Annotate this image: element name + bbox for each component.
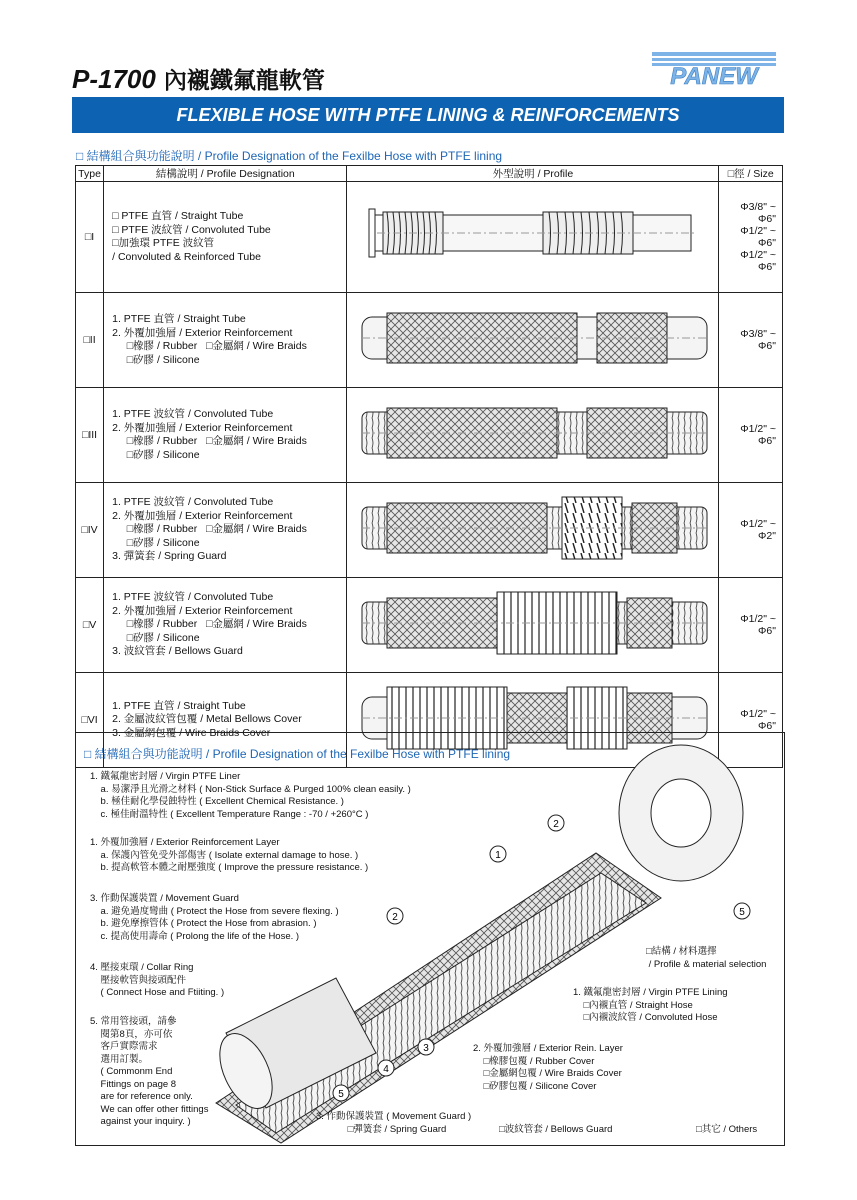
size-cell [719, 293, 783, 388]
note-movement-guard: 3. 作動保護裝置 / Movement Guard a. 避免過度彎曲 ( Protect the Hose from severe flexing. ) b. 避免摩擦管体 ( Protect the Hose from abrasion. ) c. 提高使用壽命 ( Prolong the life of the Hose. ) [90, 893, 339, 942]
designation-cell [104, 483, 347, 578]
title-banner: FLEXIBLE HOSE WITH PTFE LINING & REINFORCEMENTS [72, 97, 784, 133]
table-row [76, 388, 783, 483]
designation-line: / Convoluted & Reinforced Tube [112, 250, 261, 263]
table-header-row [76, 166, 783, 182]
designation-line: 3. 彈簧套 / Spring Guard [112, 550, 227, 563]
svg-text:2: 2 [553, 819, 559, 830]
designation-line: □橡膠 / Rubber □金屬網 / Wire Braids [112, 435, 307, 447]
designation-line: □矽膠 / Silicone [112, 631, 200, 644]
col-size: □徑 / Size [719, 166, 783, 182]
structure-detail-panel [75, 732, 785, 1146]
section-title-structure: □ 結構組合與功能說明 / Profile Designation of the Fexilbe Hose with PTFE lining [84, 747, 511, 761]
designation-line: 2. 金屬波紋管包覆 / Metal Bellows Cover [112, 713, 302, 726]
designation-line: □ PTFE 波紋管 / Convoluted Tube [112, 223, 271, 236]
profile-drawing-cell [347, 578, 719, 673]
callout-2b [387, 908, 403, 924]
designation-line: 1. PTFE 直管 / Straight Tube [112, 313, 246, 325]
designation-line: □橡膠 / Rubber □金屬網 / Wire Braids [112, 340, 307, 352]
table-row [76, 293, 783, 388]
callout-4 [378, 1060, 394, 1076]
section-title-profile: □ 結構組合與功能說明 / Profile Designation of the Fexilbe Hose with PTFE lining [76, 149, 503, 163]
size-cell [719, 182, 783, 293]
designation-line: □矽膠 / Silicone [112, 353, 200, 366]
hose-profile-drawing [347, 182, 718, 289]
hose-profile-drawing [347, 293, 718, 384]
type-checkbox[interactable]: □III [76, 388, 104, 483]
svg-text:2: 2 [392, 912, 398, 923]
designation-line: 3. 金屬網包覆 / Wire Braids Cover [112, 726, 271, 739]
designation-cell [104, 578, 347, 673]
designation-line: 2. 外覆加強層 / Exterior Reinforcement [112, 326, 293, 339]
size-value: Φ1/2" ~ Φ2" [740, 518, 776, 542]
designation-line: 2. 外覆加強層 / Exterior Reinforcement [112, 421, 293, 434]
profile-table [75, 165, 783, 768]
size-value: Φ1/2" ~ Φ6" [740, 249, 776, 273]
designation-cell [104, 388, 347, 483]
page-title [72, 62, 325, 95]
callout-2 [548, 815, 564, 831]
table-row [76, 483, 783, 578]
svg-text:3: 3 [423, 1043, 429, 1054]
col-type: Type [76, 166, 104, 182]
note-collar-ring: 4. 壓接束環 / Collar Ring 壓接軟管與接頭配件 ( Connect Hose and Ftiiting. ) [90, 962, 225, 998]
type-checkbox[interactable]: □V [76, 578, 104, 673]
callout-5 [734, 903, 750, 919]
size-value: Φ3/8" ~ Φ6" [740, 201, 776, 225]
col-designation: 結構說明 / Profile Designation [104, 166, 347, 182]
profile-drawing-cell [347, 388, 719, 483]
designation-line: □橡膠 / Rubber □金屬網 / Wire Braids [112, 618, 307, 631]
col-profile: 外型說明 / Profile [347, 166, 719, 182]
hose-profile-drawing [347, 483, 718, 574]
designation-line: 2. 外覆加強層 / Exterior Reinforcement [112, 509, 293, 522]
designation-line: 1. PTFE 波紋管 / Convoluted Tube [112, 496, 274, 509]
designation-cell [104, 293, 347, 388]
svg-text:5: 5 [338, 1089, 344, 1100]
designation-cell [104, 182, 347, 293]
size-value: Φ1/2" ~ Φ6" [740, 225, 776, 249]
designation-line: □橡膠 / Rubber □金屬網 / Wire Braids [112, 523, 307, 536]
selection-movement-guard: 3. 作動保護裝置 ( Movement Guard ) □彈簧套 / Spring Guard [316, 1111, 472, 1135]
designation-line: □ PTFE 直管 / Straight Tube [112, 210, 244, 222]
title-chinese: 內襯鐵氟龍軟管 [163, 67, 325, 94]
designation-line: 3. 波紋管套 / Bellows Guard [112, 645, 243, 658]
designation-line: 1. PTFE 波紋管 / Convoluted Tube [112, 591, 274, 604]
size-cell [719, 578, 783, 673]
type-checkbox[interactable]: □II [76, 293, 104, 388]
profile-drawing-cell [347, 293, 719, 388]
size-value: Φ1/2" ~ Φ6" [740, 613, 776, 637]
note-end-fittings: 5. 常用管接頭，請參 閱第8頁，亦可依 客戶實際需求 選用訂製。 ( Commonm End Fittings on page 8 are for reference only. We can offer other fittings against your inquiry. ) [90, 1016, 209, 1127]
size-value: Φ3/8" ~ Φ6" [740, 328, 776, 352]
designation-line: □加強環 PTFE 波紋管 [112, 237, 215, 249]
profile-drawing-cell [347, 182, 719, 293]
selection-exterior: 2. 外覆加強層 / Exterior Rein. Layer □橡膠包覆 / Rubber Cover □金屬網包覆 / Wire Braids Cover □矽膠包覆 / Silicone Cover [473, 1043, 623, 1092]
designation-line: □矽膠 / Silicone [112, 448, 200, 461]
designation-line: 2. 外覆加強層 / Exterior Reinforcement [112, 604, 293, 617]
selection-bellows-guard[interactable]: □波紋管套 / Bellows Guard [499, 1124, 613, 1135]
svg-text:1: 1 [495, 850, 501, 861]
hose-profile-drawing [347, 388, 718, 479]
note-ptfe-liner: 1. 鐵氟龍密封層 / Virgin PTFE Liner a. 易潔淨且光滑之材料 ( Non-Stick Surface & Purged 100% clean easily. ) b. 極佳耐化學侵蝕特性 ( Excellent Chemical Resistance. ) c. 極佳耐溫特性 ( Excellent Temperature Range : -70 / +260°C ) [90, 771, 411, 820]
svg-text:5: 5 [739, 907, 745, 918]
selection-others[interactable]: □其它 / Others [696, 1124, 758, 1135]
size-cell [719, 388, 783, 483]
profile-drawing-cell [347, 483, 719, 578]
svg-text:PANEW: PANEW [670, 63, 758, 90]
table-row [76, 578, 783, 673]
table-row [76, 182, 783, 293]
type-checkbox[interactable]: □IV [76, 483, 104, 578]
size-value: Φ1/2" ~ Φ6" [740, 708, 776, 732]
callout-1 [490, 846, 506, 862]
hose-profile-drawing [347, 578, 718, 669]
type-checkbox[interactable]: □VI [76, 673, 104, 768]
designation-line: □矽膠 / Silicone [112, 536, 200, 549]
designation-line: 1. PTFE 波紋管 / Convoluted Tube [112, 408, 274, 420]
size-value: Φ1/2" ~ Φ6" [740, 423, 776, 447]
model-number: P-1700 [72, 64, 156, 94]
type-checkbox[interactable]: □I [76, 182, 104, 293]
callout-5b [333, 1085, 349, 1101]
selection-liner: 1. 鐵氟龍密封層 / Virgin PTFE Lining □內襯直管 / Straight Hose □內襯波紋管 / Convoluted Hose [573, 987, 728, 1023]
panew-logo [650, 50, 778, 90]
profile-material-selection: □結構 / 材料選擇 / Profile & material selection [646, 946, 767, 970]
note-exterior-reinforcement: 1. 外覆加強層 / Exterior Reinforcement Layer a. 保護內管免受外部傷害 ( Isolate external damage to hose. ) b. 提高軟管本體之耐壓強度 ( Improve the pressure resistance. ) [90, 837, 369, 873]
callout-3 [418, 1039, 434, 1055]
svg-text:4: 4 [383, 1064, 389, 1075]
size-cell [719, 483, 783, 578]
designation-line: 1. PTFE 直管 / Straight Tube [112, 699, 246, 712]
